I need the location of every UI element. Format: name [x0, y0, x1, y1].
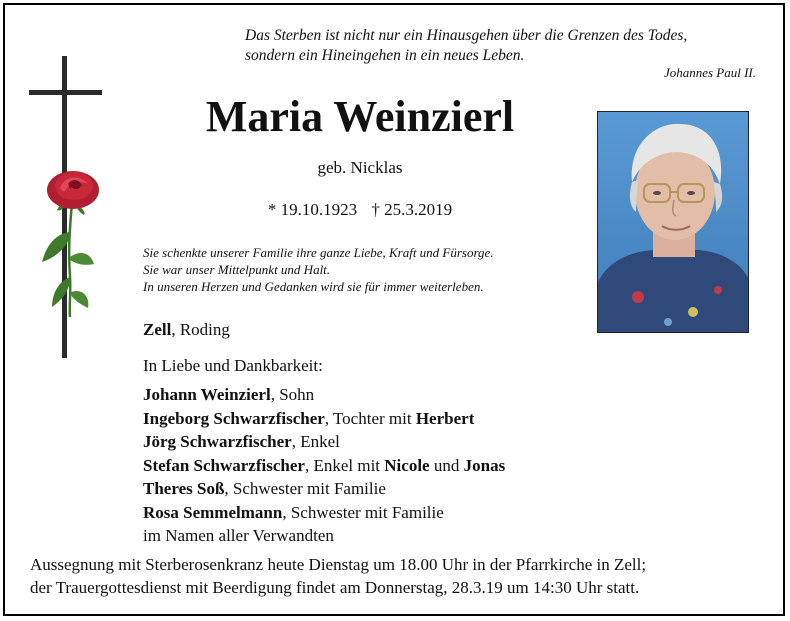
notice-line: Aussegnung mit Sterberosenkranz heute Dienstag um 18.00 Uhr in der Pfarrkirche in Zell; — [30, 555, 647, 574]
birth-date: * 19.10.1923 — [267, 200, 358, 219]
birth-name: geb. Nicklas — [317, 158, 403, 177]
deceased-name: Maria Weinzierl — [205, 92, 515, 141]
mourner-name: Ingeborg Schwarzfischer — [143, 408, 325, 428]
notice-line: der Trauergottesdienst mit Beerdigung findet am Donnerstag, 28.3.19 um 14:30 Uhr statt. — [30, 578, 640, 597]
death-date: † 25.3.2019 — [371, 200, 453, 219]
verse — [143, 244, 593, 295]
mourner-line — [143, 407, 505, 431]
quote-author: Johannes Paul II. — [663, 65, 756, 80]
mourner-line — [143, 454, 505, 478]
quote — [245, 26, 760, 66]
mourner-name: Johann Weinzierl — [143, 385, 271, 404]
life-dates — [150, 200, 570, 220]
mourner-name: Stefan Schwarzfischer — [143, 455, 305, 475]
mourner-line — [143, 383, 505, 407]
place — [143, 320, 230, 340]
mourner-relation: im Namen aller Verwandten — [143, 526, 334, 545]
portrait-photo — [597, 111, 749, 333]
mourner-name: Theres Soß — [143, 479, 225, 498]
quote-line: Das Sterben ist nicht nur ein Hinausgehen über die Grenzen des Todes, — [245, 27, 688, 44]
verse-line: Sie war unser Mittelpunkt und Halt. — [143, 262, 331, 277]
mourner-partner: Nicole — [384, 455, 430, 475]
mourner-line — [143, 430, 505, 454]
place-main: Zell — [143, 320, 172, 339]
portrait-illustration — [598, 112, 749, 333]
mourner-line — [143, 524, 505, 548]
mourners-list — [143, 383, 505, 548]
mourner-partner: Herbert — [415, 408, 475, 428]
verse-line: In unseren Herzen und Gedanken wird sie für immer weiterleben. — [143, 279, 484, 294]
mourner-relation: , Sohn — [270, 385, 315, 404]
mourners-intro: In Liebe und Dankbarkeit: — [143, 356, 323, 375]
mourner-relation: , Enkel — [291, 432, 340, 451]
mourner-name: Jörg Schwarzfischer — [143, 432, 292, 451]
mourner-relation: , Schwester mit Familie — [282, 502, 444, 522]
quote-line: sondern ein Hineingehen in ein neues Leben. — [245, 47, 525, 64]
mourner-connector: und — [429, 455, 464, 475]
mourner-name: Rosa Semmelmann — [143, 502, 283, 522]
mourner-partner: Jonas — [463, 455, 506, 475]
mourner-relation: , Schwester mit Familie — [224, 479, 386, 498]
funeral-notice — [30, 553, 770, 599]
mourner-relation: , Enkel mit — [304, 455, 385, 475]
mourner-line — [143, 501, 505, 525]
verse-line: Sie schenkte unserer Familie ihre ganze Liebe, Kraft und Fürsorge. — [143, 245, 494, 260]
cross-with-rose-icon — [24, 52, 108, 362]
place-rest: , Roding — [171, 320, 230, 339]
mourner-line — [143, 477, 505, 501]
mourner-relation: , Tochter mit — [324, 408, 416, 428]
